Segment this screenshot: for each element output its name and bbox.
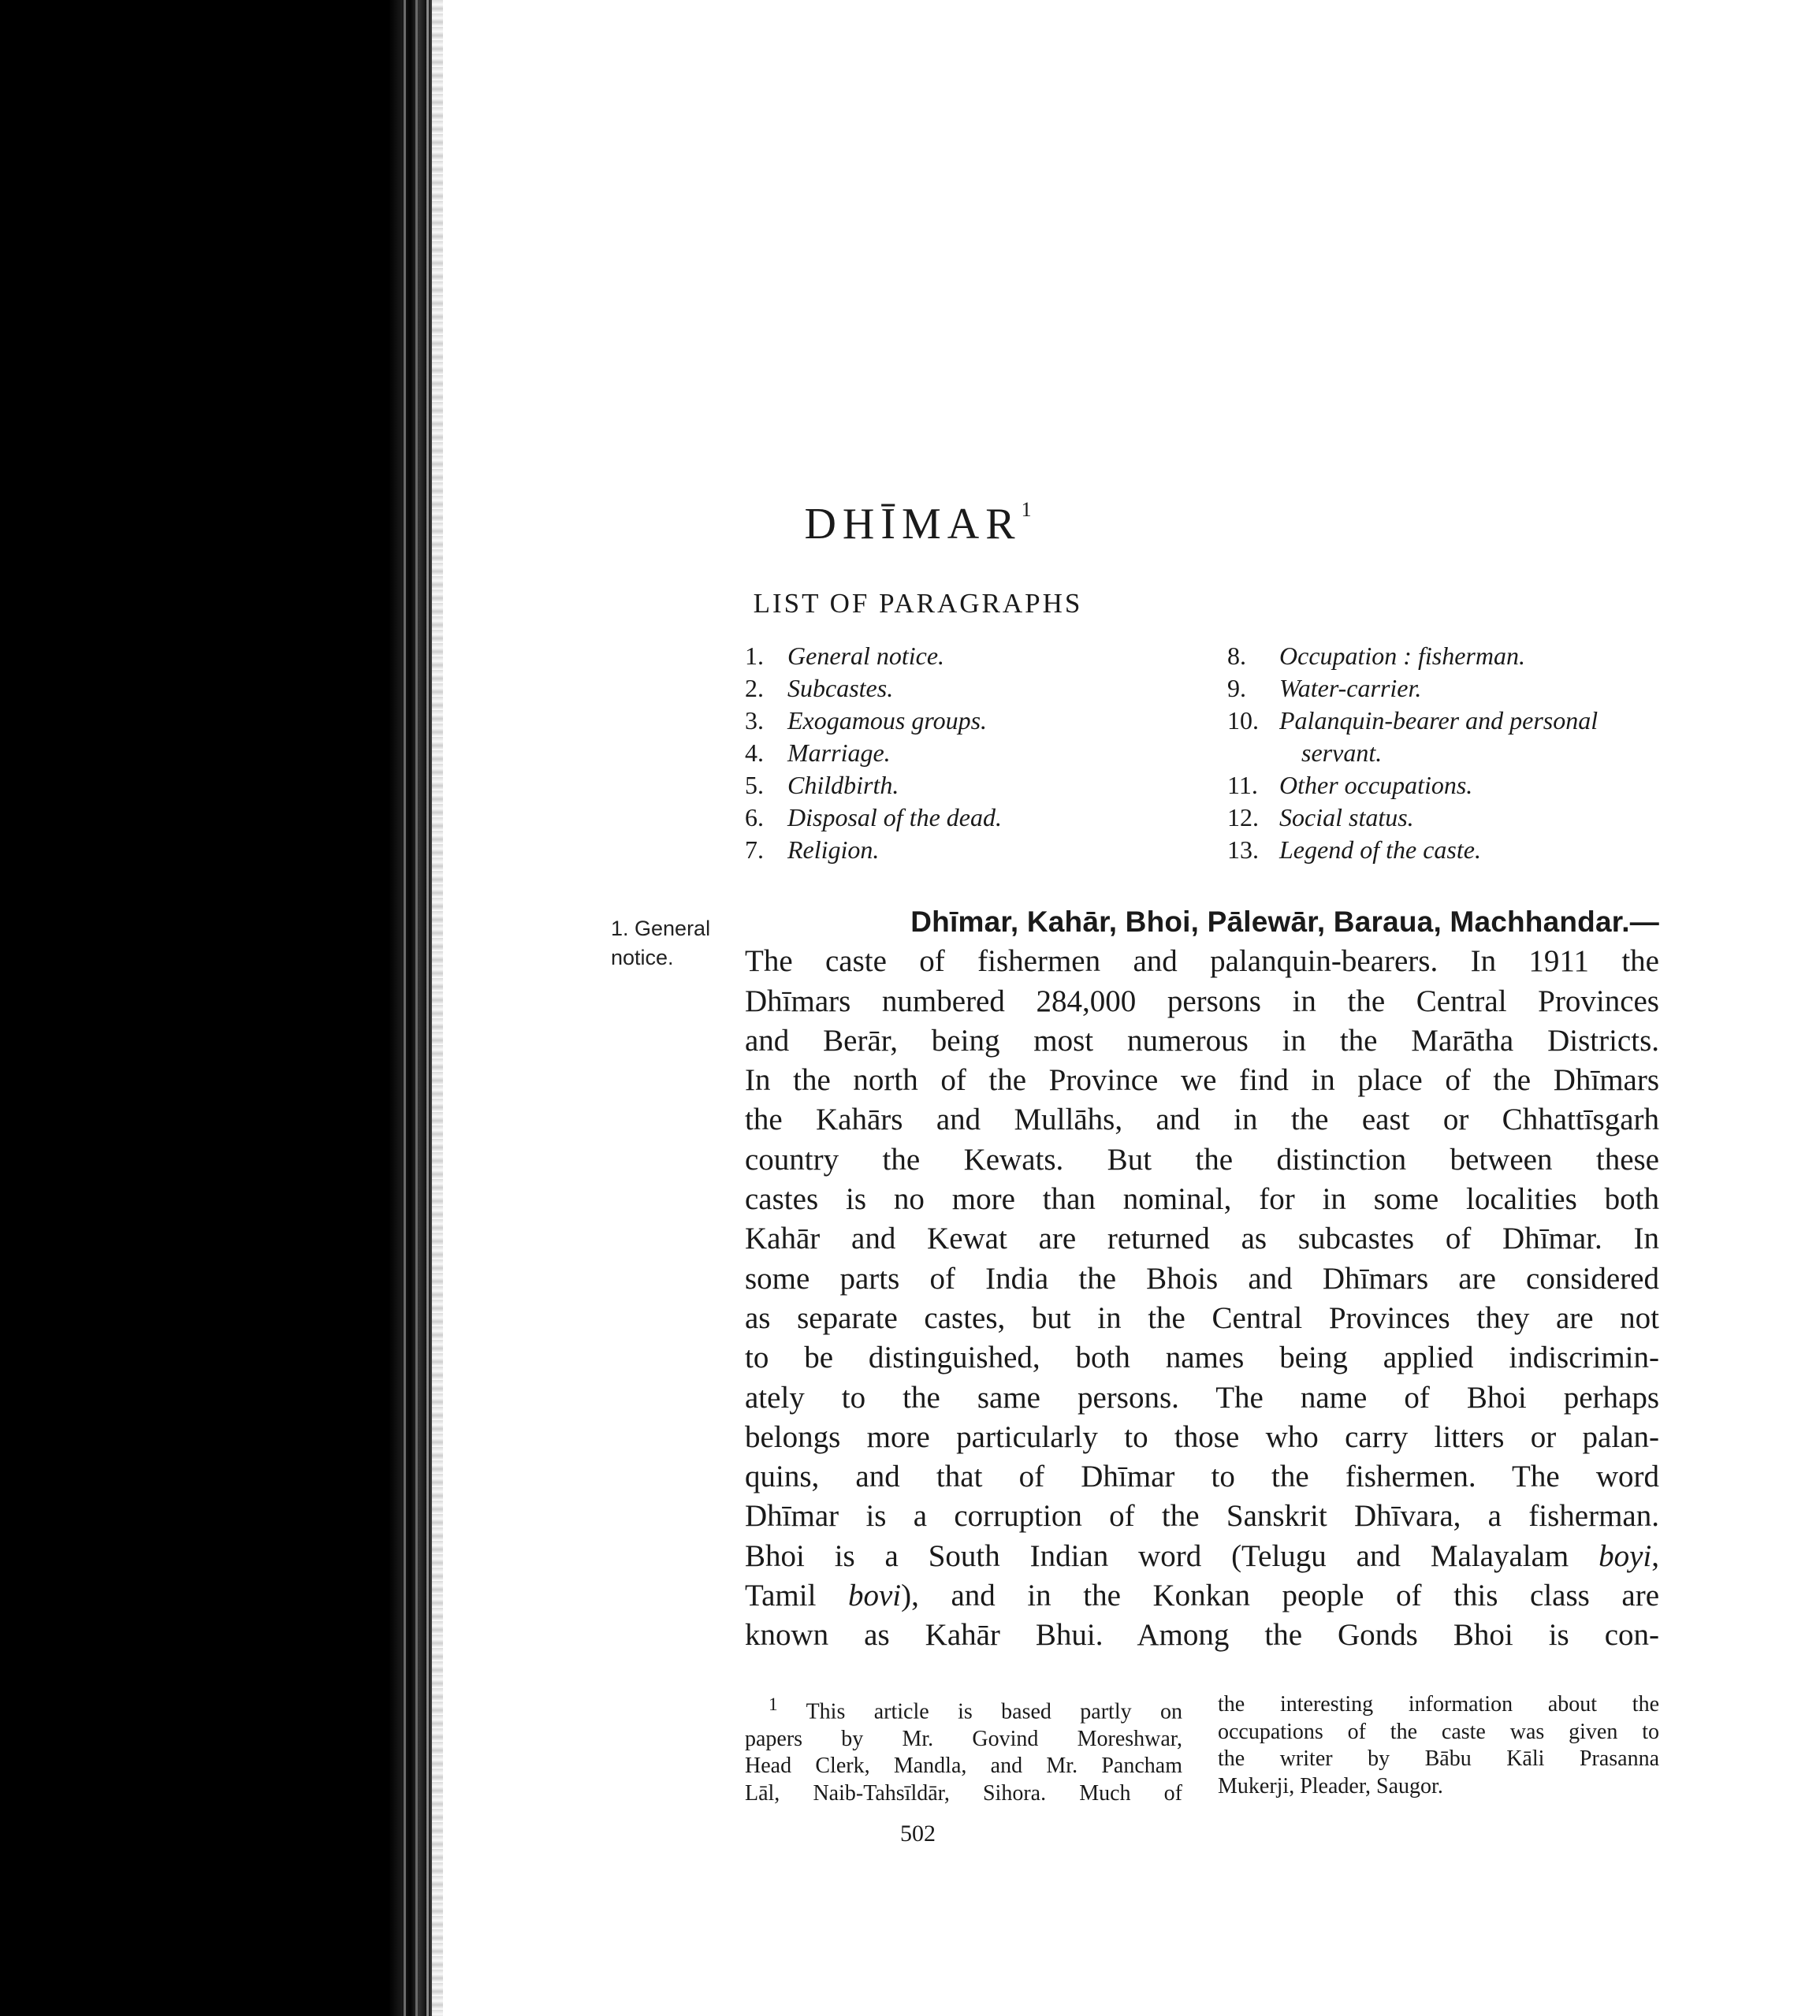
- italic-word: boyi: [1599, 1538, 1652, 1573]
- body-line: ately to the same persons. The name of Bhoi perhaps: [745, 1380, 1659, 1415]
- toc-label: Childbirth.: [787, 771, 899, 799]
- toc-number: 4.: [745, 738, 764, 767]
- body-line: The caste of fishermen and palanquin-bearers. In 1911 the: [745, 944, 1659, 979]
- title-text: DHĪMAR: [804, 500, 1022, 549]
- toc-number: 5.: [745, 771, 764, 799]
- title-footnote-mark: 1: [1021, 498, 1032, 521]
- toc-number: 8.: [1227, 642, 1246, 670]
- toc-label: Legend of the caste.: [1279, 835, 1481, 864]
- footnote-line: Head Clerk, Mandla, and Mr. Pancham: [745, 1754, 1182, 1779]
- footnote-line: papers by Mr. Govind Moreshwar,: [745, 1726, 1182, 1751]
- footnote-text: This article is based partly on: [806, 1699, 1182, 1724]
- toc-item: [1227, 705, 1669, 737]
- body-text-run: Bhoi is a South Indian word (Telugu and Malayalam: [745, 1538, 1599, 1573]
- toc-number: 11.: [1227, 771, 1258, 799]
- toc-label: Occupation : fisherman.: [1279, 642, 1525, 670]
- toc-label: Disposal of the dead.: [787, 803, 1002, 831]
- toc-label: Social status.: [1279, 803, 1414, 831]
- body-line: belongs more particularly to those who carry litters or palan-: [745, 1419, 1659, 1454]
- toc-label: Exogamous groups.: [787, 706, 988, 735]
- toc-label: Marriage.: [787, 738, 891, 767]
- footnote-right-column: [1218, 1691, 1659, 1800]
- body-line: [745, 1576, 1659, 1616]
- toc-item: [1227, 640, 1669, 672]
- body-line: castes is no more than nominal, for in some localities both: [745, 1182, 1659, 1217]
- toc-number: 13.: [1227, 835, 1259, 864]
- page-title: [0, 498, 1820, 549]
- body-text-run: ), and in the Konkan people of this class are: [901, 1579, 1660, 1613]
- toc-label: Palanquin-bearer and personal: [1279, 706, 1599, 735]
- toc-number: 1.: [745, 642, 764, 670]
- footnote-left-column: [745, 1691, 1182, 1807]
- toc-number: 2.: [745, 674, 764, 702]
- toc-item: [745, 737, 1155, 769]
- scan-binding-shadow: [0, 0, 432, 2016]
- body-line: to be distinguished, both names being applied indiscrimin-: [745, 1341, 1659, 1375]
- margin-note: [611, 914, 710, 973]
- footnote-mark: 1: [769, 1694, 778, 1715]
- body-line: Dhīmar is a corruption of the Sanskrit Dhīvara, a fisherman.: [745, 1499, 1659, 1534]
- body-line: as separate castes, but in the Central Provinces they are not: [745, 1300, 1659, 1335]
- toc-item: [1227, 802, 1669, 834]
- toc-item: [745, 802, 1155, 834]
- body-line: the Kahārs and Mullāhs, and in the east or Chhattīsgarh: [745, 1103, 1659, 1137]
- toc-item: [745, 834, 1155, 866]
- binding-line: [415, 0, 418, 2016]
- body-text-run: Tamil: [745, 1579, 848, 1613]
- toc-item: [1227, 834, 1669, 866]
- body-paragraph: [745, 902, 1659, 1656]
- body-line: In the north of the Province we find in place of the Dhīmars: [745, 1063, 1659, 1098]
- binding-line: [404, 0, 406, 2016]
- toc-item: [745, 705, 1155, 737]
- toc-label: Religion.: [787, 835, 880, 864]
- footnote-line: Mukerji, Pleader, Saugor.: [1218, 1773, 1443, 1798]
- toc-item: [1227, 769, 1669, 802]
- body-line: and Berār, being most numerous in the Marātha Districts.: [745, 1023, 1659, 1058]
- toc-number: 3.: [745, 706, 764, 735]
- toc-label-continuation: servant.: [1301, 738, 1383, 767]
- toc-label: Subcastes.: [787, 674, 894, 702]
- margin-note-line: 1. General: [611, 917, 711, 940]
- body-line: quins, and that of Dhīmar to the fishermen. The word: [745, 1460, 1659, 1494]
- toc-left-column: [745, 640, 1155, 866]
- toc-number: 12.: [1227, 803, 1259, 831]
- section-heading: Dhīmar, Kahār, Bhoi, Pālewār, Baraua, Machhandar.—: [910, 906, 1659, 938]
- toc-number: 6.: [745, 803, 764, 831]
- body-text-run: ,: [1651, 1538, 1659, 1573]
- page-edge: [432, 0, 443, 2016]
- footnote-line: occupations of the caste was given to: [1218, 1719, 1659, 1744]
- body-line: Dhīmars numbered 284,000 persons in the Central Provinces: [745, 984, 1659, 1018]
- toc-label: Other occupations.: [1279, 771, 1473, 799]
- italic-word: bovi: [848, 1579, 902, 1613]
- toc-item: [745, 640, 1155, 672]
- toc-item: [745, 769, 1155, 802]
- body-line: Kahār and Kewat are returned as subcastes of Dhīmar. In: [745, 1222, 1659, 1256]
- binding-line: [426, 0, 429, 2016]
- footnote-line: the interesting information about the: [1218, 1692, 1659, 1717]
- body-line: [745, 1537, 1659, 1576]
- page-number: 502: [900, 1821, 936, 1847]
- footnote-line: [745, 1691, 1182, 1726]
- body-line: known as Kahār Bhui. Among the Gonds Bhoi is con-: [745, 1618, 1659, 1653]
- body-line: country the Kewats. But the distinction between these: [745, 1142, 1659, 1177]
- list-of-paragraphs-heading: LIST OF PARAGRAPHS: [753, 588, 1083, 619]
- toc-right-column: [1227, 640, 1669, 866]
- toc-item: [745, 672, 1155, 705]
- toc-number: 9.: [1227, 674, 1246, 702]
- toc-label: General notice.: [787, 642, 945, 670]
- margin-note-line: notice.: [611, 946, 674, 969]
- toc-label: Water-carrier.: [1279, 674, 1422, 702]
- toc-number: 7.: [745, 835, 764, 864]
- footnote-line: Lāl, Naib-Tahsīldār, Sihora. Much of: [745, 1780, 1182, 1806]
- toc-number: 10.: [1227, 706, 1259, 735]
- footnote-line: the writer by Bābu Kāli Prasanna: [1218, 1746, 1659, 1771]
- toc-item: [1227, 672, 1669, 705]
- body-line: some parts of India the Bhois and Dhīmars are considered: [745, 1261, 1659, 1296]
